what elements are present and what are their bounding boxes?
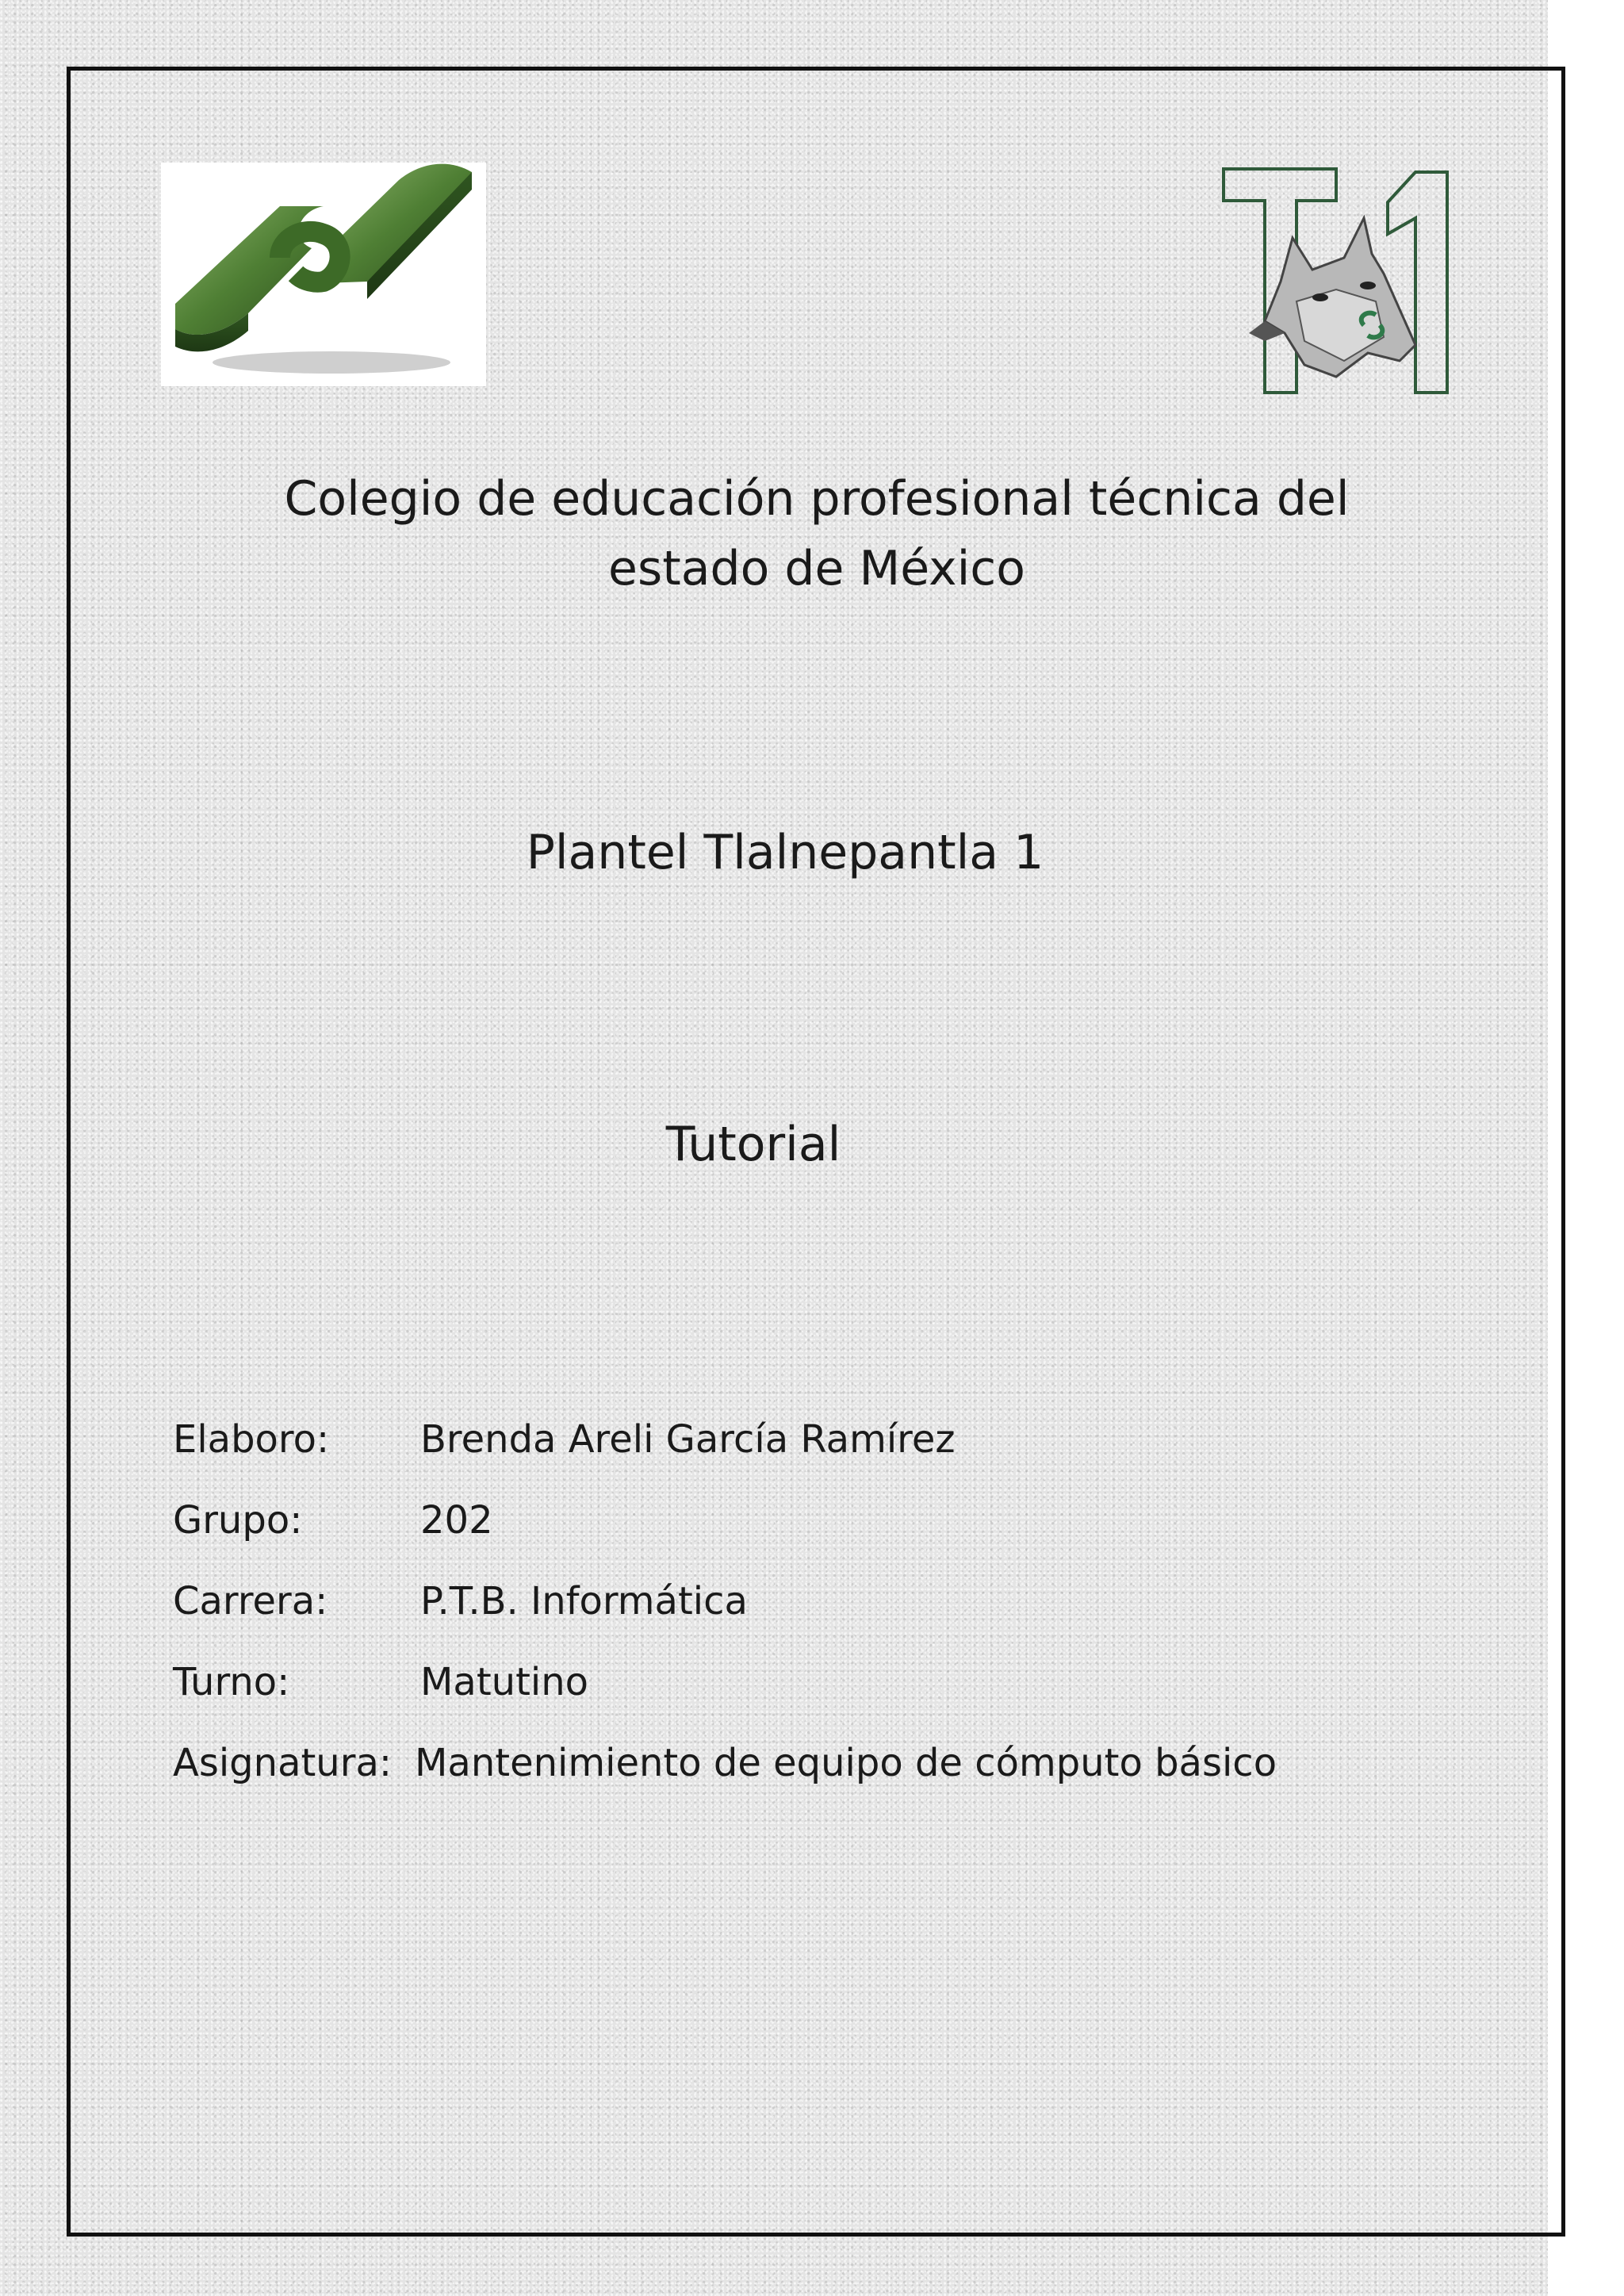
info-label: Asignatura: xyxy=(173,1741,393,1785)
info-label: Carrera: xyxy=(173,1579,328,1623)
info-row-carrera xyxy=(173,1573,1505,1654)
info-row-grupo xyxy=(173,1493,1505,1573)
campus-name: Plantel Tlalnepantla 1 xyxy=(526,825,1044,880)
info-row-elaboro xyxy=(173,1412,1505,1493)
info-label: Grupo: xyxy=(173,1498,303,1543)
document-type: Tutorial xyxy=(665,1117,841,1172)
info-value: Brenda Areli García Ramírez xyxy=(420,1417,956,1462)
info-value: P.T.B. Informática xyxy=(420,1579,748,1623)
institution-title-line1: Colegio de educación profesional técnica del xyxy=(284,471,1350,527)
institution-title xyxy=(159,464,1475,604)
info-value: Matutino xyxy=(420,1660,589,1704)
info-row-turno xyxy=(173,1654,1505,1735)
info-label: Turno: xyxy=(173,1660,290,1704)
info-row-asignatura xyxy=(173,1735,1505,1816)
info-block xyxy=(173,1412,1505,1816)
info-value: Mantenimiento de equipo de cómputo básico xyxy=(415,1741,1277,1785)
info-label: Elaboro: xyxy=(173,1417,330,1462)
info-value: 202 xyxy=(420,1498,493,1543)
institution-title-line2: estado de México xyxy=(608,541,1025,596)
t1-wolf-logo-icon xyxy=(1217,163,1471,412)
conalep-logo-icon xyxy=(161,163,486,386)
